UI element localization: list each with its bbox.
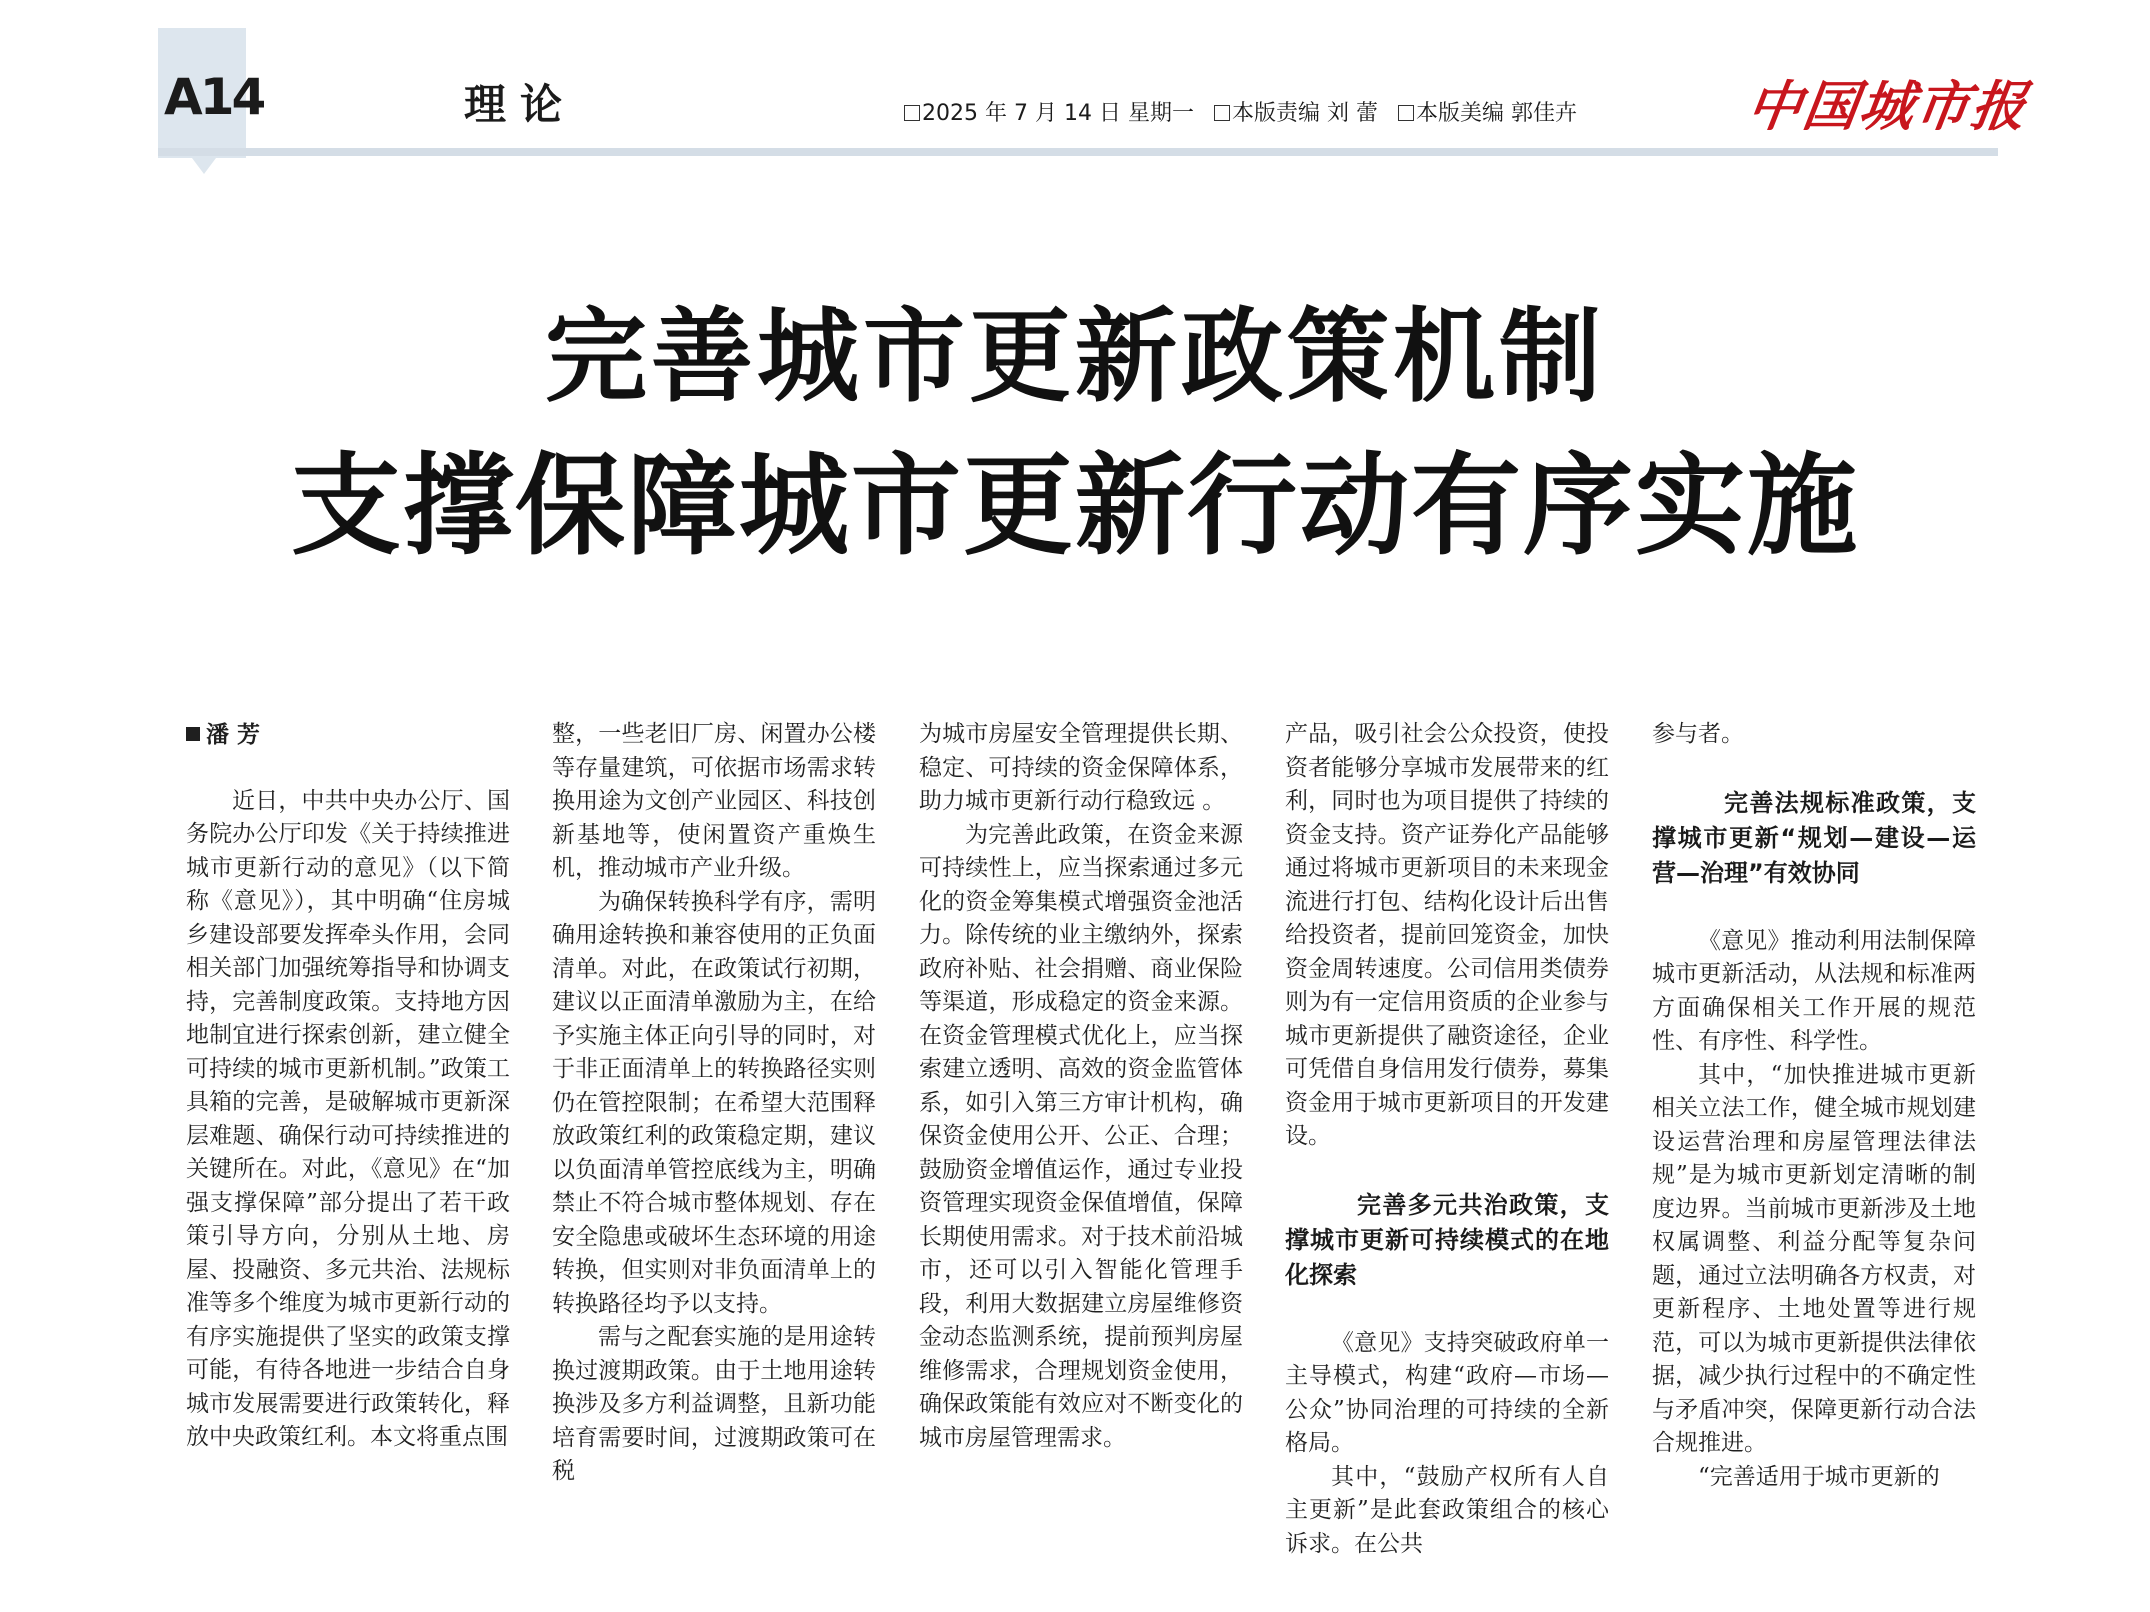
headline-line-1: 完善城市更新政策机制	[545, 297, 1605, 417]
byline	[186, 718, 510, 752]
article-column-2	[552, 718, 876, 1612]
paragraph: 参与者。	[1652, 721, 1744, 747]
box-marker-icon	[1214, 105, 1230, 121]
paragraph: 为确保转换科学有序，需明确用途转换和兼容使用的正负面清单。对此，在政策试行初期，建议以正面清单激励为主，在给予实施主体正向引导的同时，对于非正面清单上的转换路径实则仍在管控限制；在希望大范围释放政策红利的政策稳定期，建议以负面清单管控底线为主，明确禁止不符合城市整体规划、存在安全隐患或破坏生态环境的用途转换，但实则对非负面清单上的转换路径均予以支持。	[552, 888, 876, 1317]
article-column-4	[1285, 718, 1609, 1612]
section-subheading: 完善多元共治政策，支撑城市更新可持续模式的在地化探索	[1285, 1190, 1609, 1289]
author-name: 潘 芳	[206, 721, 261, 748]
paragraph: 为城市房屋安全管理提供长期、稳定、可持续的资金保障体系，助力城市更新行动行稳致远 。	[919, 721, 1243, 814]
box-marker-icon	[904, 105, 920, 121]
headline-line-2: 支撑保障城市更新行动有序实施	[291, 441, 1859, 570]
designer-credit: 本版美编 郭佳卉	[1415, 101, 1577, 126]
article-column-5	[1652, 718, 1976, 1612]
newspaper-masthead-logo: 中国城市报	[1743, 74, 2033, 138]
issue-date: 2025 年 7 月 14 日 星期一	[922, 101, 1194, 126]
page-number-badge	[158, 28, 264, 158]
paragraph: “完善适用于城市更新的	[1698, 1463, 1940, 1490]
paragraph: 其中，“加快推进城市更新相关立法工作，健全城市规划建设运营治理和房屋管理法律法规”是为城市更新划定清晰的制度边界。当前城市更新涉及土地权属调整、利益分配等复杂问题，通过立法明确各方权责，对更新程序、土地处置等进行规范，可以为城市更新提供法律依据，减少执行过程中的不确定性与矛盾冲突，保障更新行动合法合规推进。	[1652, 1061, 1976, 1456]
paragraph: 为完善此政策，在资金来源可持续性上，应当探索通过多元化的资金筹集模式增强资金池活力。除传统的业主缴纳外，探索政府补贴、社会捐赠、商业保险等渠道，形成稳定的资金来源。在资金管理模式优化上，应当探索建立透明、高效的资金监管体系，如引入第三方审计机构，确保资金使用公开、公正、合理；鼓励资金增值运作，通过专业投资管理实现资金保值增值，保障长期使用需求。对于技术前沿城市，还可以引入智能化管理手段，利用大数据建立房屋维修资金动态监测系统，提前预判房屋维修需求，合理规划资金使用，确保政策能有效应对不断变化的城市房屋管理需求。	[919, 821, 1243, 1451]
page-number: A14	[164, 68, 264, 126]
badge-pointer	[192, 158, 216, 174]
paragraph: 其中，“鼓励产权所有人自主更新”是此套政策组合的核心诉求。在公共	[1285, 1463, 1609, 1557]
article-column-3	[919, 718, 1243, 1612]
paragraph: 需与之配套实施的是用途转换过渡期政策。由于土地用途转换涉及多方利益调整，且新功能培育需要时间，过渡期政策可在税	[552, 1324, 876, 1484]
issue-meta-line	[904, 96, 1577, 127]
box-marker-icon	[1398, 105, 1414, 121]
header-rule	[158, 148, 1998, 156]
article-column-1	[186, 718, 510, 1612]
section-title: 理论	[464, 80, 577, 129]
paragraph: 整，一些老旧厂房、闲置办公楼等存量建筑，可依据市场需求转换用途为文创产业园区、科技创新基地等，使闲置资产重焕生机，推动城市产业升级。	[552, 721, 876, 881]
editor-credit: 本版责编 刘 蕾	[1231, 101, 1378, 126]
square-bullet-icon	[186, 727, 200, 741]
paragraph: 产品，吸引社会公众投资，使投资者能够分享城市发展带来的红利，同时也为项目提供了持续的资金支持。资产证券化产品能够通过将城市更新项目的未来现金流进行打包、结构化设计后出售给投资者，提前回笼资金，加快资金周转速度。公司信用类债券则为有一定信用资质的企业参与城市更新提供了融资途径，企业可凭借自身信用发行债券，募集资金用于城市更新项目的开发建设。	[1285, 721, 1609, 1149]
section-subheading: 完善法规标准政策，支撑城市更新“规划—建设—运营—治理”有效协同	[1652, 788, 1976, 887]
paragraph: 《意见》推动利用法制保障城市更新活动，从法规和标准两方面确保相关工作开展的规范性、有序性、科学性。	[1652, 927, 1976, 1054]
paragraph: 近日，中共中央办公厅、国务院办公厅印发《关于持续推进城市更新行动的意见》（以下简称《意见》），其中明确“住房城乡建设部要发挥牵头作用，会同相关部门加强统筹指导和协调支持，完善制度政策。支持地方因地制宜进行探索创新，建立健全可持续的城市更新机制。”政策工具箱的完善，是破解城市更新深层难题、确保行动可持续推进的关键所在。对此，《意见》在“加强支撑保障”部分提出了若干政策引导方向，分别从土地、房屋、投融资、多元共治、法规标准等多个维度为城市更新行动的有序实施提供了坚实的政策支撑可能，有待各地进一步结合自身城市发展需要进行政策转化，释放中央政策红利。本文将重点围	[186, 787, 510, 1450]
paragraph: 《意见》支持突破政府单一主导模式，构建“政府—市场—公众”协同治理的可持续的全新格局。	[1285, 1329, 1609, 1456]
